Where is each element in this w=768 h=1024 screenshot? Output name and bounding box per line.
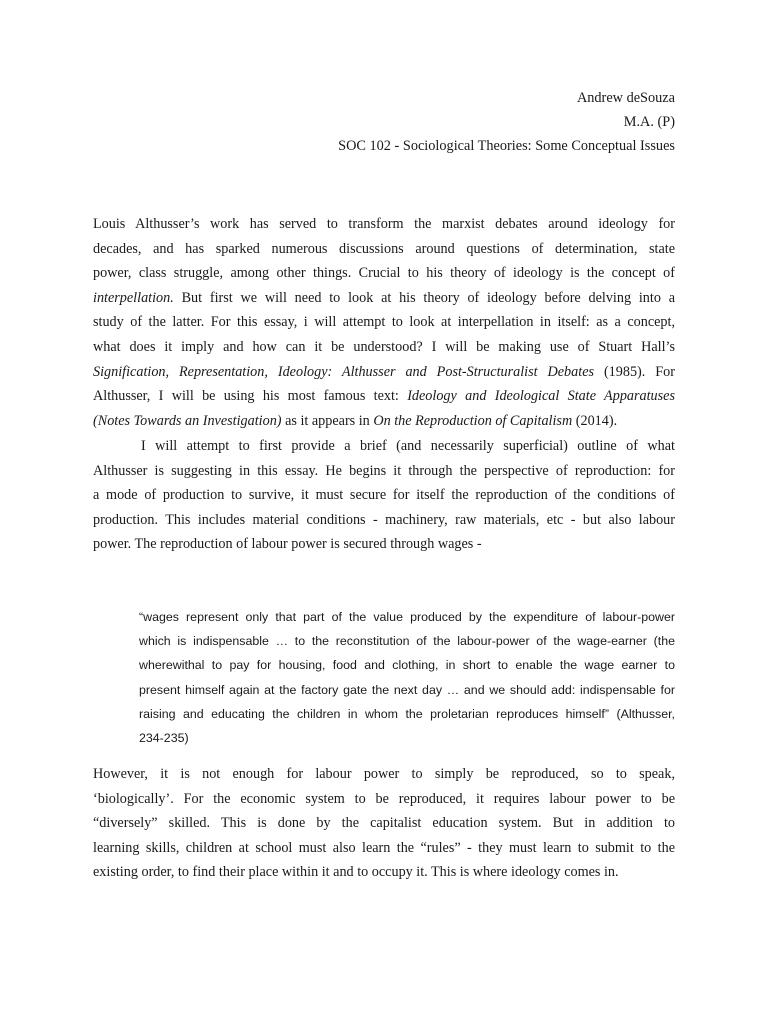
- italic-title: On the Reproduction of Capitalism: [373, 412, 573, 429]
- quote-line: present himself again at the factory gate the next day … and we should add: indispensable for: [139, 682, 675, 697]
- italic-title: Signification, Representation, Ideology: Althusser and Post-Structuralist Debates: [93, 363, 595, 380]
- text-line: study of the latter. For this essay, i will attempt to look at interpellation in itself: as a concept,: [93, 314, 675, 331]
- degree: M.A. (P): [623, 114, 675, 130]
- text-span: Althusser, I will be using his most famous text:: [93, 388, 408, 405]
- text-line: [93, 286, 675, 311]
- text-line: a mode of production to survive, it must secure for itself the reproduction of the conditions of: [93, 487, 675, 504]
- text-line: ‘biologically’. For the economic system to be reproduced, it requires labour power to be: [93, 790, 675, 807]
- block-quote: [139, 605, 675, 750]
- paragraph-1: [93, 212, 675, 433]
- text-line: power, class struggle, among other things. Crucial to his theory of ideology is the concept of: [93, 265, 675, 282]
- author-name: Andrew deSouza: [576, 90, 675, 106]
- quote-line: wherewithal to pay for housing, food and clothing, in short to enable the wage earner to: [139, 658, 675, 673]
- text-line: existing order, to find their place within it and to occupy it. This is where ideology comes in.: [93, 864, 619, 881]
- text-line: Louis Althusser’s work has served to transform the marxist debates around ideology for: [93, 216, 675, 232]
- text-line: I will attempt to first provide a brief (and necessarily superficial) outline of what: [141, 438, 675, 454]
- italic-term: interpellation.: [93, 289, 174, 306]
- paragraph-3: [93, 762, 675, 885]
- text-line: learning skills, children at school must also learn the “rules” - they must learn to submit to the: [93, 839, 675, 856]
- course-title: SOC 102 - Sociological Theories: Some Conceptual Issues: [338, 138, 675, 154]
- text-line: Althusser is suggesting in this essay. He begins it through the perspective of reproduction: for: [93, 462, 675, 479]
- quote-line: which is indispensable … to the reconstitution of the labour-power of the wage-earner (the: [139, 634, 675, 649]
- italic-title: Ideology and Ideological State Apparatuses: [407, 388, 675, 405]
- paragraph-2: [93, 434, 675, 557]
- quote-line: raising and educating the children in whom the proletarian reproduces himself” (Althusser,: [139, 706, 675, 721]
- text-span: (2014).: [572, 412, 618, 429]
- document-header: [93, 86, 675, 158]
- quote-line: “wages represent only that part of the value produced by the expenditure of labour-power: [139, 610, 675, 624]
- text-line: However, it is not enough for labour power to simply be reproduced, so to speak,: [93, 766, 675, 782]
- text-span: (1985). For: [594, 363, 675, 380]
- italic-title: (Notes Towards an Investigation): [93, 412, 282, 429]
- text-line: production. This includes material conditions - machinery, raw materials, etc - but also labour: [93, 511, 675, 528]
- quote-line: 234-235): [139, 731, 189, 746]
- text-line: [93, 360, 675, 385]
- text-line: what does it imply and how can it be understood? I will be making use of Stuart Hall’s: [93, 338, 675, 355]
- text-line: decades, and has sparked numerous discussions around questions of determination, state: [93, 240, 675, 257]
- text-line: [93, 409, 675, 434]
- text-line: power. The reproduction of labour power is secured through wages -: [93, 536, 482, 553]
- text-line: [93, 384, 675, 409]
- text-span: But first we will need to look at his theory of ideology before delving into a: [173, 289, 675, 306]
- text-span: as it appears in: [281, 412, 374, 429]
- text-line: “diversely” skilled. This is done by the capitalist education system. But in addition to: [93, 815, 675, 832]
